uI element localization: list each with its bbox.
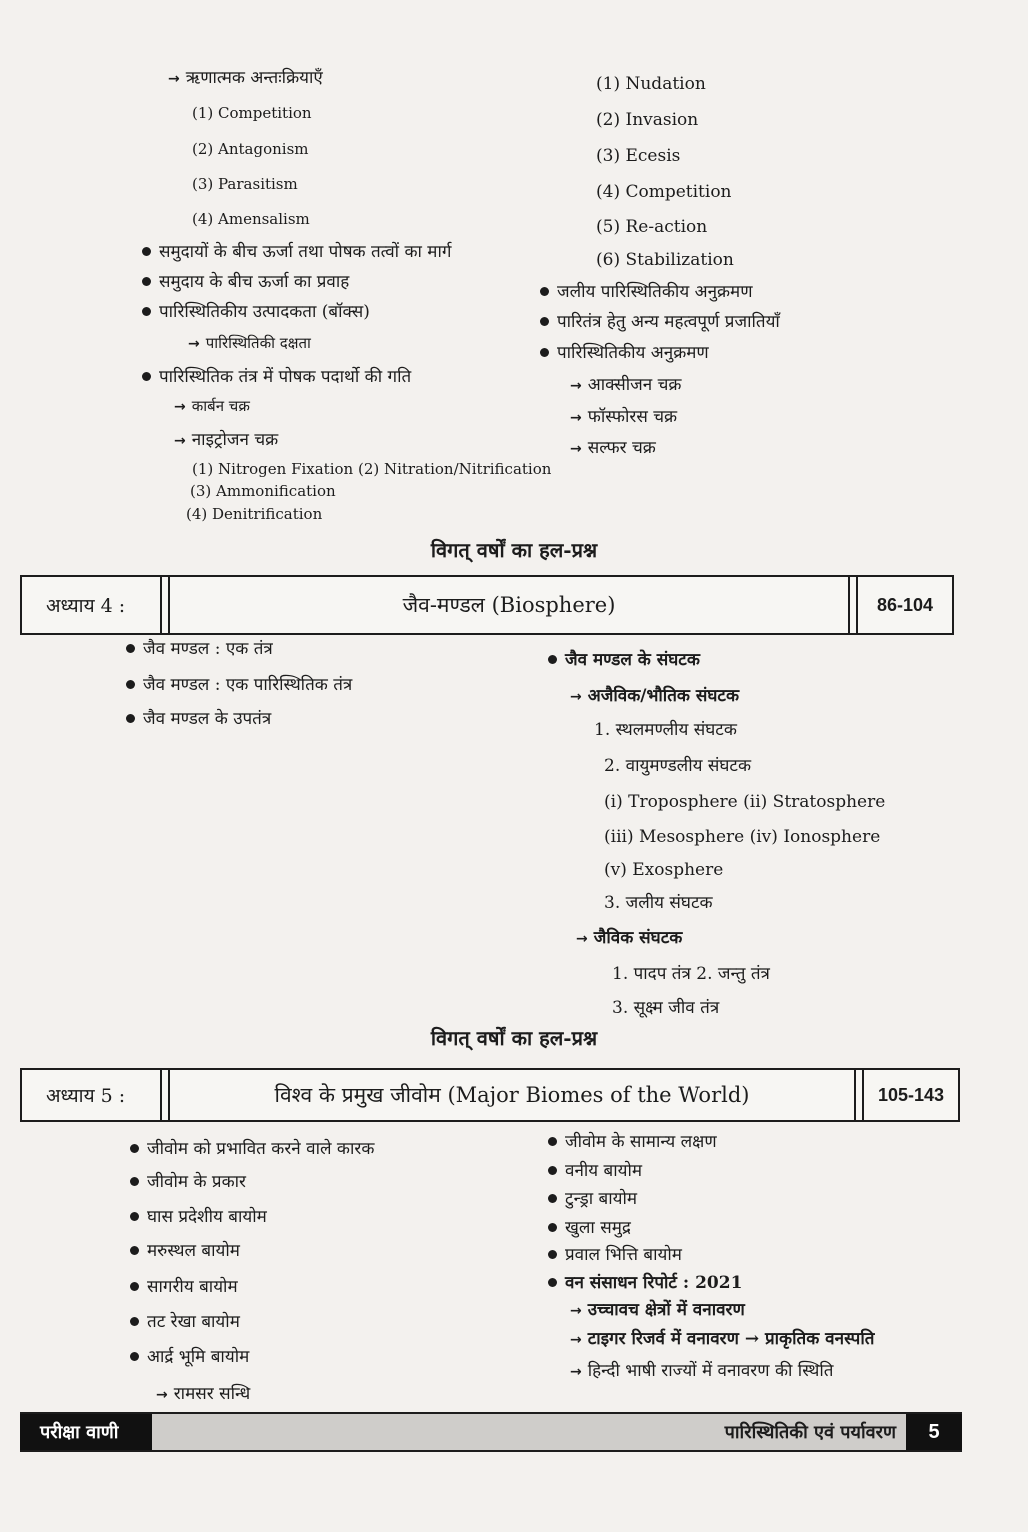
section-heading-2: विगत् वर्षों का हल-प्रश्न	[430, 1026, 598, 1050]
list-item: → सल्फर चक्र	[570, 438, 656, 459]
list-item: 1. पादप तंत्र 2. जन्तु तंत्र	[612, 964, 770, 984]
list-item: → पारिस्थितिकी दक्षता	[188, 334, 311, 353]
list-item: (v) Exosphere	[604, 860, 724, 880]
list-item: (3) Ecesis	[596, 146, 681, 166]
list-item: जीवोम के प्रकार	[130, 1172, 246, 1192]
chapter-5-banner	[20, 1068, 960, 1122]
list-item: आर्द्र भूमि बायोम	[130, 1347, 249, 1367]
list-item: समुदाय के बीच ऊर्जा का प्रवाह	[142, 272, 349, 292]
list-item: (2) Invasion	[596, 110, 699, 130]
list-item: 1. स्थलमण्लीय संघटक	[594, 720, 737, 740]
list-item: जैव मण्डल : एक तंत्र	[126, 639, 273, 659]
chapter-5-label: अध्याय 5 :	[22, 1070, 162, 1120]
chapter-4-divider	[162, 577, 170, 633]
list-item: (1) Nitrogen Fixation (2) Nitration/Nitrification	[192, 460, 552, 478]
chapter-4-pages: 86-104	[876, 594, 934, 615]
list-item: 3. सूक्ष्म जीव तंत्र	[612, 998, 720, 1018]
list-item: (1) Nudation	[596, 74, 706, 94]
list-item: 2. वायुमण्डलीय संघटक	[604, 756, 752, 776]
list-item: सागरीय बायोम	[130, 1277, 238, 1297]
chapter-5-pages: 105-143	[877, 1084, 945, 1105]
chapter-5-title: विश्व के प्रमुख जीवोम (Major Biomes of the World)	[170, 1070, 856, 1120]
list-item: मरुस्थल बायोम	[130, 1241, 240, 1261]
list-item: → टाइगर रिजर्व में वनावरण → प्राकृतिक वनस्पति	[570, 1329, 874, 1350]
list-item: पारिस्थितिक तंत्र में पोषक पदार्थो की गति	[142, 367, 411, 387]
list-item: (4) Amensalism	[192, 210, 310, 228]
list-item: (4) Denitrification	[186, 505, 323, 523]
list-item: टुन्ड्रा बायोम	[548, 1189, 637, 1209]
list-item: जीवोम के सामान्य लक्षण	[548, 1132, 717, 1152]
list-item: तट रेखा बायोम	[130, 1312, 240, 1332]
footer-publication: परीक्षा वाणी	[20, 1414, 152, 1450]
list-item: पारिस्थितिकीय अनुक्रमण	[540, 343, 709, 363]
list-item: प्रवाल भित्ति बायोम	[548, 1245, 682, 1265]
list-item: → रामसर सन्धि	[156, 1384, 250, 1405]
page-footer	[20, 1412, 962, 1452]
list-item: खुला समुद्र	[548, 1218, 631, 1238]
list-item: (iii) Mesosphere (iv) Ionosphere	[604, 827, 881, 847]
list-item: → कार्बन चक्र	[174, 397, 250, 416]
list-item: घास प्रदेशीय बायोम	[130, 1207, 267, 1227]
list-item: (4) Competition	[596, 182, 732, 202]
page-number: 5	[906, 1414, 962, 1450]
list-item: → फॉस्फोरस चक्र	[570, 407, 677, 428]
section-heading-1: विगत् वर्षों का हल-प्रश्न	[430, 538, 598, 562]
list-item: जैव मण्डल : एक पारिस्थितिक तंत्र	[126, 675, 352, 695]
chapter-5-divider-right	[856, 1070, 864, 1120]
list-item: → ऋणात्मक अन्तःक्रियाएँ	[168, 68, 323, 89]
list-item: पारिस्थितिकीय उत्पादकता (बॉक्स)	[142, 302, 370, 322]
list-item: → जैविक संघटक	[576, 928, 682, 949]
list-item: वनीय बायोम	[548, 1161, 642, 1181]
list-item: → आक्सीजन चक्र	[570, 375, 681, 396]
chapter-4-divider-right	[850, 577, 858, 633]
footer-subject: पारिस्थितिकी एवं पर्यावरण	[724, 1422, 896, 1443]
list-item: जलीय पारिस्थितिकीय अनुक्रमण	[540, 282, 753, 302]
list-item: (1) Competition	[192, 104, 312, 122]
list-item: 3. जलीय संघटक	[604, 893, 713, 913]
list-item: (i) Troposphere (ii) Stratosphere	[604, 792, 886, 812]
list-item: (5) Re-action	[596, 217, 708, 237]
list-item: जैव मण्डल के उपतंत्र	[126, 709, 271, 729]
list-item: वन संसाधन रिपोर्ट : 2021	[548, 1273, 742, 1293]
list-item: → उच्चावच क्षेत्रों में वनावरण	[570, 1300, 745, 1321]
list-item: समुदायों के बीच ऊर्जा तथा पोषक तत्वों का मार्ग	[142, 242, 451, 262]
list-item: (3) Parasitism	[192, 175, 298, 193]
list-item: जैव मण्डल के संघटक	[548, 650, 700, 670]
list-item: → हिन्दी भाषी राज्यों में वनावरण की स्थिति	[570, 1361, 833, 1382]
list-item: → अजैविक/भौतिक संघटक	[570, 686, 739, 707]
list-item: पारितंत्र हेतु अन्य महत्वपूर्ण प्रजातियाँ	[540, 312, 780, 332]
list-item: जीवोम को प्रभावित करने वाले कारक	[130, 1139, 374, 1159]
chapter-4-title: जैव-मण्डल (Biosphere)	[170, 577, 850, 633]
list-item: (2) Antagonism	[192, 140, 309, 158]
list-item: → नाइट्रोजन चक्र	[174, 430, 278, 451]
chapter-5-divider	[162, 1070, 170, 1120]
chapter-4-label: अध्याय 4 :	[22, 577, 162, 633]
chapter-4-banner	[20, 575, 954, 635]
list-item: (6) Stabilization	[596, 250, 734, 270]
list-item: (3) Ammonification	[190, 482, 336, 500]
